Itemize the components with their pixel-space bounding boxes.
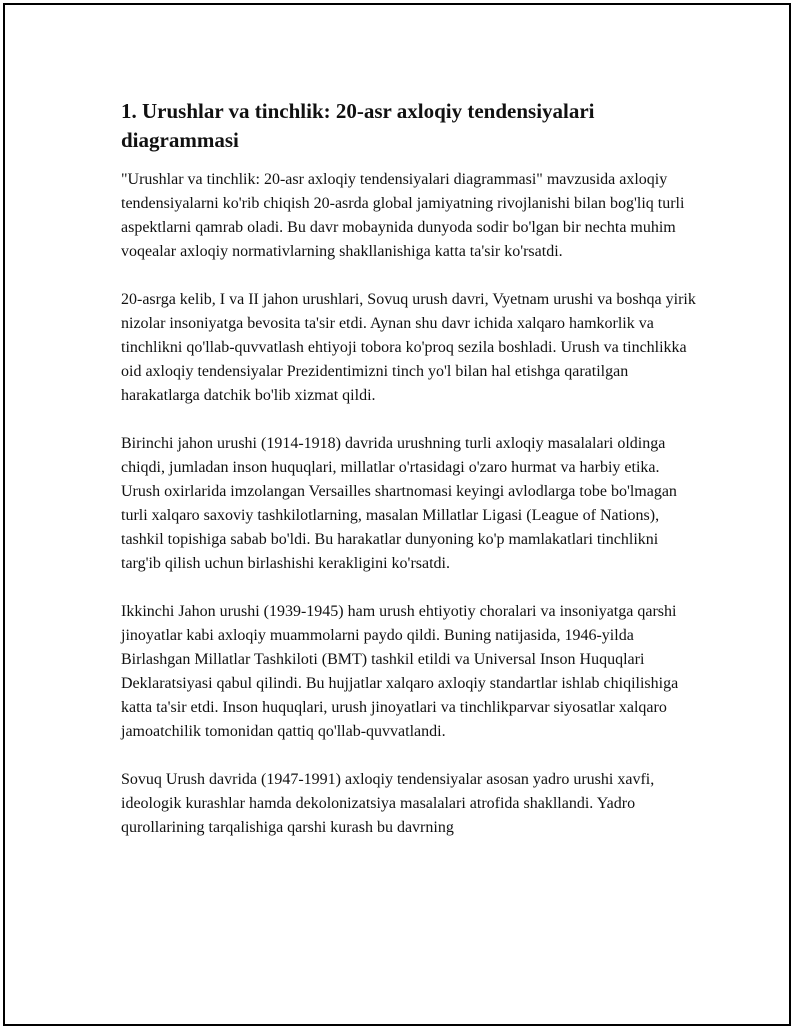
paragraph-world-war-two: Ikkinchi Jahon urushi (1939-1945) ham urush ehtiyotiy choralari va insoniyatga qarshi jinoyatlar kabi axloqiy muammolarni paydo qildi. Buning natijasida, 1946-yilda Birlashgan Millatlar Tashkiloti (BMT) tashkil etildi va Universal Inson Huquqlari Deklaratsiyasi qabul qilindi. Bu hujjatlar xalqaro axloqiy standartlar ishlab chiqilishiga katta ta'sir etdi. Inson huquqlari, urush jinoyatlari va tinchlikparvar siyosatlar xalqaro jamoatchilik tomonidan qattiq qo'llab-quvvatlandi. <box>121 603 679 740</box>
paragraph-world-war-one: Birinchi jahon urushi (1914-1918) davrida urushning turli axloqiy masalalari oldinga chiqdi, jumladan inson huquqlari, millatlar o'rtasidagi o'zaro hurmat va harbiy etika. Urush oxirlarida imzolangan Versailles shartnomasi keyingi avlodlarga tobe bo'lmagan turli xalqaro saxoviy tashkilotlarning, masalan Millatlar Ligasi (League of Nations), tashkil topishiga sabab bo'ldi. Bu harakatlar dunyoning ko'p mamlakatlari tinchlikni targ'ib qilish uchun birlashishi kerakligini ko'rsatdi. <box>121 435 677 572</box>
paragraph-cold-war: Sovuq Urush davrida (1947-1991) axloqiy tendensiyalar asosan yadro urushi xavfi, ideologik kurashlar hamda dekolonizatsiya masalalari atrofida shakllandi. Yadro qurollarining tarqalishiga qarshi kurash bu davrning <box>121 771 655 836</box>
document-page <box>3 3 791 1026</box>
document-body <box>121 97 699 864</box>
paragraph-20th-century-conflicts: 20-asrga kelib, I va II jahon urushlari, Sovuq urush davri, Vyetnam urushi va boshqa yirik nizolar insoniyatga bevosita ta'sir etdi. Aynan shu davr ichida xalqaro hamkorlik va tinchlikni qo'llab-quvvatlash ehtiyoji tobora ko'proq sezila boshladi. Urush va tinchlikka oid axloqiy tendensiyalar Prezidentimizni tinch yo'l bilan hal etishga qaratilgan harakatlarga datchik bo'lib xizmat qildi. <box>121 291 696 404</box>
section-heading: 1. Urushlar va tinchlik: 20-asr axloqiy tendensiyalari diagrammasi <box>121 99 595 152</box>
paragraph-intro: "Urushlar va tinchlik: 20-asr axloqiy tendensiyalari diagrammasi" mavzusida axloqiy tendensiyalarni ko'rib chiqish 20-asrda global jamiyatning rivojlanishi bilan bog'liq turli aspektlarni qamrab oladi. Bu davr mobaynida dunyoda sodir bo'lgan bir nechta muhim voqealar axloqiy normativlarning shakllanishiga katta ta'sir ko'rsatdi. <box>121 171 685 260</box>
